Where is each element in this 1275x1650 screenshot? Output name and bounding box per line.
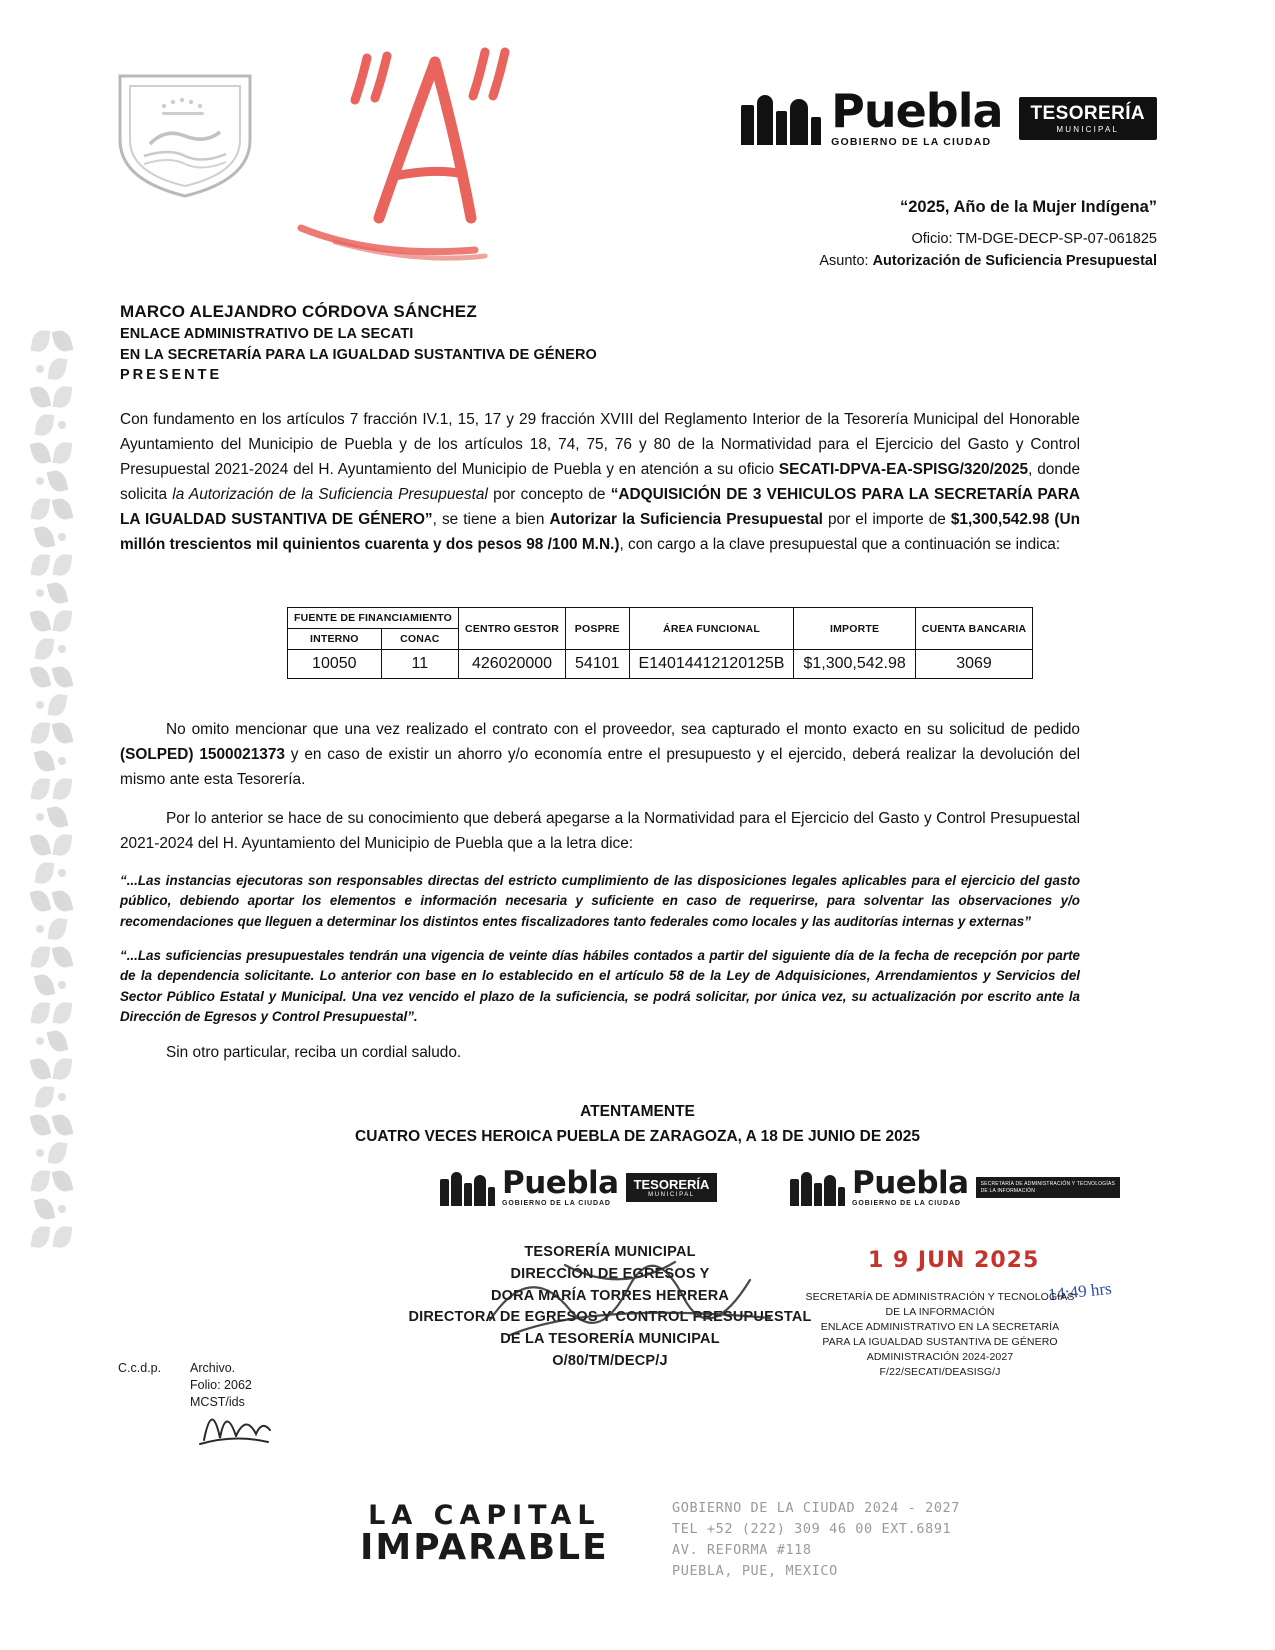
- la-capital-imparable-logo: [360, 1500, 609, 1568]
- addressee-role: ENLACE ADMINISTRATIVO DE LA SECATI: [120, 326, 414, 343]
- p1-autorizar: Autorizar la Suficiencia Presupuestal: [549, 510, 823, 528]
- budget-key-table: [287, 607, 1033, 679]
- footer-address-block: [672, 1498, 960, 1582]
- asunto-value: Autorización de Suficiencia Presupuestal: [872, 253, 1157, 270]
- sig-left-name: DORA MARÍA TORRES HERRERA: [490, 1287, 730, 1304]
- sig-right-line-2: DE LA INFORMACIÓN: [885, 1305, 995, 1318]
- sig-left-line-1: TESORERÍA MUNICIPAL: [524, 1244, 696, 1260]
- footer-address-line-1: GOBIERNO DE LA CIUDAD 2024 - 2027: [672, 1500, 961, 1516]
- sig-right-line-5: ADMINISTRACIÓN 2024-2027: [866, 1350, 1014, 1363]
- oficio-label: Oficio:: [911, 231, 953, 247]
- year-slogan: “2025, Año de la Mujer Indígena”: [899, 198, 1157, 216]
- p1-part-d: , se tiene a bien: [432, 510, 550, 528]
- stamp-right-puebla-figures-icon: [790, 1170, 845, 1206]
- brand-wordmark: Puebla: [831, 84, 1003, 138]
- cell-conac: 11: [381, 650, 458, 679]
- stamp-left-badge-sub: MUNICIPAL: [648, 1192, 695, 1198]
- tesoreria-badge-sub: MUNICIPAL: [1056, 124, 1120, 134]
- th-cuenta-bancaria: CUENTA BANCARIA: [915, 608, 1033, 650]
- p1-concepto: “ADQUISICIÓN DE 3 VEHICULOS PARA LA SECRETARÍA PARA LA IGUALDAD SUSTANTIVA DE GÉNERO”: [120, 485, 1080, 528]
- addressee-presente: PRESENTE: [120, 367, 223, 384]
- p2-part-a: No omito mencionar que una vez realizado el contrato con el proveedor, sea capturado el monto exacto en su solicitud de pedido: [166, 721, 1080, 738]
- footer-address-line-3: AV. REFORMA #118: [672, 1541, 812, 1558]
- addressee-org: EN LA SECRETARÍA PARA LA IGUALDAD SUSTANTIVA DE GÉNERO: [120, 346, 597, 363]
- sig-right-line-1: SECRETARÍA DE ADMINISTRACIÓN Y TECNOLOGÍAS: [805, 1291, 1075, 1303]
- p1-italic: la Autorización de la Suficiencia Presupuestal: [172, 485, 488, 503]
- sig-left-code: O/80/TM/DECP/J: [552, 1352, 668, 1369]
- p1-part-c: por concepto de: [487, 485, 611, 503]
- signature-block-right: [790, 1290, 1090, 1379]
- stamp-right-wordmark: Puebla: [852, 1165, 969, 1201]
- decorative-border-pattern: [18, 330, 84, 1420]
- cell-importe: $1,300,542.98: [794, 650, 915, 679]
- th-pospre: POSPRE: [566, 608, 630, 650]
- reception-date-stamp: 1 9 JUN 2025: [868, 1248, 1040, 1273]
- stamp-left-badge: [626, 1173, 718, 1202]
- stamp-right-badge-l1: SECRETARÍA DE ADMINISTRACIÓN Y TECNOLOGÍAS: [980, 1180, 1116, 1187]
- stamp-secati: [790, 1165, 1120, 1207]
- ccdp-block: [118, 1360, 252, 1409]
- body-paragraph-4: Sin otro particular, reciba un cordial saludo.: [166, 1044, 462, 1062]
- oficio-reference-block: [819, 228, 1157, 273]
- p1-part-b: , donde solicita: [120, 460, 1080, 503]
- p1-part-a: Con fundamento en los artículos 7 fracción IV.1, 15, 17 y 29 fracción XVIII del Reglamento Interior de la Tesorería Municipal del Honorable Ayuntamiento del Municipio de Puebla y de los artículos 18, 74, 75, 76 y 80 de la Normatividad para el Ejercicio del Gasto y Control Presupuestal 2021-2024 del H. Ayuntamiento del Municipio de Puebla y en atención a su oficio: [120, 411, 1080, 478]
- sig-right-code: F/22/SECATI/DEASISG/J: [879, 1365, 1001, 1378]
- th-importe: IMPORTE: [794, 608, 915, 650]
- brand-subtitle: GOBIERNO DE LA CIUDAD: [831, 136, 992, 148]
- sig-right-line-3: ENLACE ADMINISTRATIVO EN LA SECRETARÍA: [820, 1320, 1060, 1333]
- sig-left-org: DE LA TESORERÍA MUNICIPAL: [500, 1331, 720, 1347]
- footer-logo-line-2: IMPARABLE: [360, 1527, 609, 1568]
- footer-address-line-2: TEL +52 (222) 309 46 00 EXT.6891: [672, 1520, 952, 1537]
- stamp-puebla-figures-icon: [440, 1170, 495, 1206]
- addressee-block: [120, 300, 1020, 386]
- handwritten-initials: [190, 1390, 280, 1455]
- oficio-value: TM-DGE-DECP-SP-07-061825: [956, 231, 1157, 247]
- ccdp-line-3: MCST/ids: [190, 1394, 245, 1409]
- table-row: [288, 650, 1033, 679]
- place-and-date: CUATRO VECES HEROICA PUEBLA DE ZARAGOZA, A 18 DE JUNIO DE 2025: [355, 1127, 920, 1145]
- th-centro-gestor: CENTRO GESTOR: [459, 608, 566, 650]
- ccdp-label: C.c.d.p.: [118, 1361, 162, 1375]
- th-fuente-financiamiento: FUENTE DE FINANCIAMIENTO: [288, 608, 459, 629]
- footer-address-line-4: PUEBLA, PUE, MEXICO: [672, 1562, 838, 1579]
- stamp-tesoreria-municipal: [440, 1165, 717, 1207]
- stamp-right-subtitle: GOBIERNO DE LA CIUDAD: [852, 1200, 961, 1207]
- p1-part-e: por el importe de: [822, 510, 951, 528]
- atentamente-label: ATENTAMENTE: [580, 1103, 695, 1120]
- p1-part-f: , con cargo a la clave presupuestal que a continuación se indica:: [619, 535, 1061, 553]
- puebla-brand-logo: [741, 84, 1157, 148]
- stamp-right-badge: [976, 1177, 1120, 1199]
- body-paragraph-3: Por lo anterior se hace de su conocimiento que deberá apegarse a la Normatividad para el Ejercicio del Gasto y Control Presupuestal 2021-2024 del H. Ayuntamiento del Municipio de Puebla que a la letra dice:: [120, 809, 1080, 852]
- sig-right-line-4: PARA LA IGUALDAD SUSTANTIVA DE GÉNERO: [822, 1335, 1058, 1348]
- body-paragraph-1: [120, 408, 1080, 572]
- p1-importe: $1,300,542.98 (Un millón trescientos mil quinientos cuarenta y dos pesos 98 /100 M.N.): [120, 510, 1080, 553]
- body-paragraph-2: [120, 718, 1080, 793]
- p2-solped: (SOLPED) 1500021373: [120, 745, 285, 763]
- handwritten-time-note: 14:49 hrs: [1047, 1278, 1113, 1305]
- cell-interno: 10050: [288, 650, 382, 679]
- th-interno: INTERNO: [288, 629, 382, 650]
- sig-left-line-2: DIRECCIÓN DE EGRESOS Y: [510, 1265, 710, 1282]
- closing-block: [0, 1100, 1275, 1150]
- asunto-label: Asunto:: [819, 253, 869, 270]
- stamp-left-wordmark: Puebla: [502, 1165, 619, 1201]
- sig-left-title: DIRECTORA DE EGRESOS Y CONTROL PRESUPUESTAL: [408, 1309, 812, 1326]
- th-area-funcional: ÁREA FUNCIONAL: [629, 608, 794, 650]
- normativity-quote-1: “...Las instancias ejecutoras son responsables directas del estricto cumplimiento de las disposiciones legales aplicables para el ejercicio del gasto público, debiendo aportar los elementos e información necesaria y suficiente en caso de requerirse, para solventar las observaciones y/o recomendaciones que lleguen a determinar los distintos entes fiscalizadores tanto federales como locales y las auditorías internas y externas”: [120, 872, 1080, 929]
- addressee-name: MARCO ALEJANDRO CÓRDOVA SÁNCHEZ: [120, 302, 477, 321]
- handwritten-signature-left: [470, 1240, 800, 1355]
- tesoreria-badge-title: TESORERÍA: [1030, 102, 1145, 124]
- stamp-left-badge-title: TESORERÍA: [633, 1177, 710, 1192]
- tesoreria-badge: [1019, 97, 1157, 140]
- cell-centro-gestor: 426020000: [459, 650, 566, 679]
- municipal-crest-icon: [110, 70, 260, 200]
- puebla-figures-icon: [741, 91, 821, 145]
- normativity-quote-2: “...Las suficiencias presupuestales tendrán una vigencia de veinte días hábiles contados a partir del siguiente día de la fecha de recepción por parte de la dependencia solicitante. Lo anterior con base en lo establecido en el artículo 58 de la Ley de Adquisiciones, Arrendamientos y Servicios del Sector Público Estatal y Municipal. Una vez vencido el plazo de la suficiencia, se podrá solicitar, por única vez, su actualización por escrito ante la Dirección de Egresos y Control Presupuestal”.: [120, 947, 1080, 1025]
- p2-part-b: y en caso de existir un ahorro y/o economía entre el presupuesto y el ejercido, deberá realizar la devolución del mismo ante esta Tesorería.: [120, 745, 1080, 788]
- asunto-line: [819, 250, 1157, 272]
- stamp-right-badge-l2: DE LA INFORMACIÓN: [980, 1187, 1036, 1194]
- cell-area-funcional: E14014412120125B: [629, 650, 794, 679]
- ccdp-line-2: Folio: 2062: [190, 1377, 252, 1392]
- body-lower-section: [120, 718, 1080, 1080]
- stamp-left-subtitle: GOBIERNO DE LA CIUDAD: [502, 1200, 611, 1207]
- cell-pospre: 54101: [566, 650, 630, 679]
- ccdp-line-1: Archivo.: [190, 1361, 236, 1375]
- handwritten-letter-a-annotation: [295, 28, 570, 278]
- footer-logo-line-1: LA CAPITAL: [368, 1500, 601, 1531]
- cell-cuenta-bancaria: 3069: [915, 650, 1033, 679]
- th-conac: CONAC: [381, 629, 458, 650]
- oficio-line: [819, 228, 1157, 250]
- p1-oficio-ref: SECATI-DPVA-EA-SPISG/320/2025: [778, 460, 1029, 478]
